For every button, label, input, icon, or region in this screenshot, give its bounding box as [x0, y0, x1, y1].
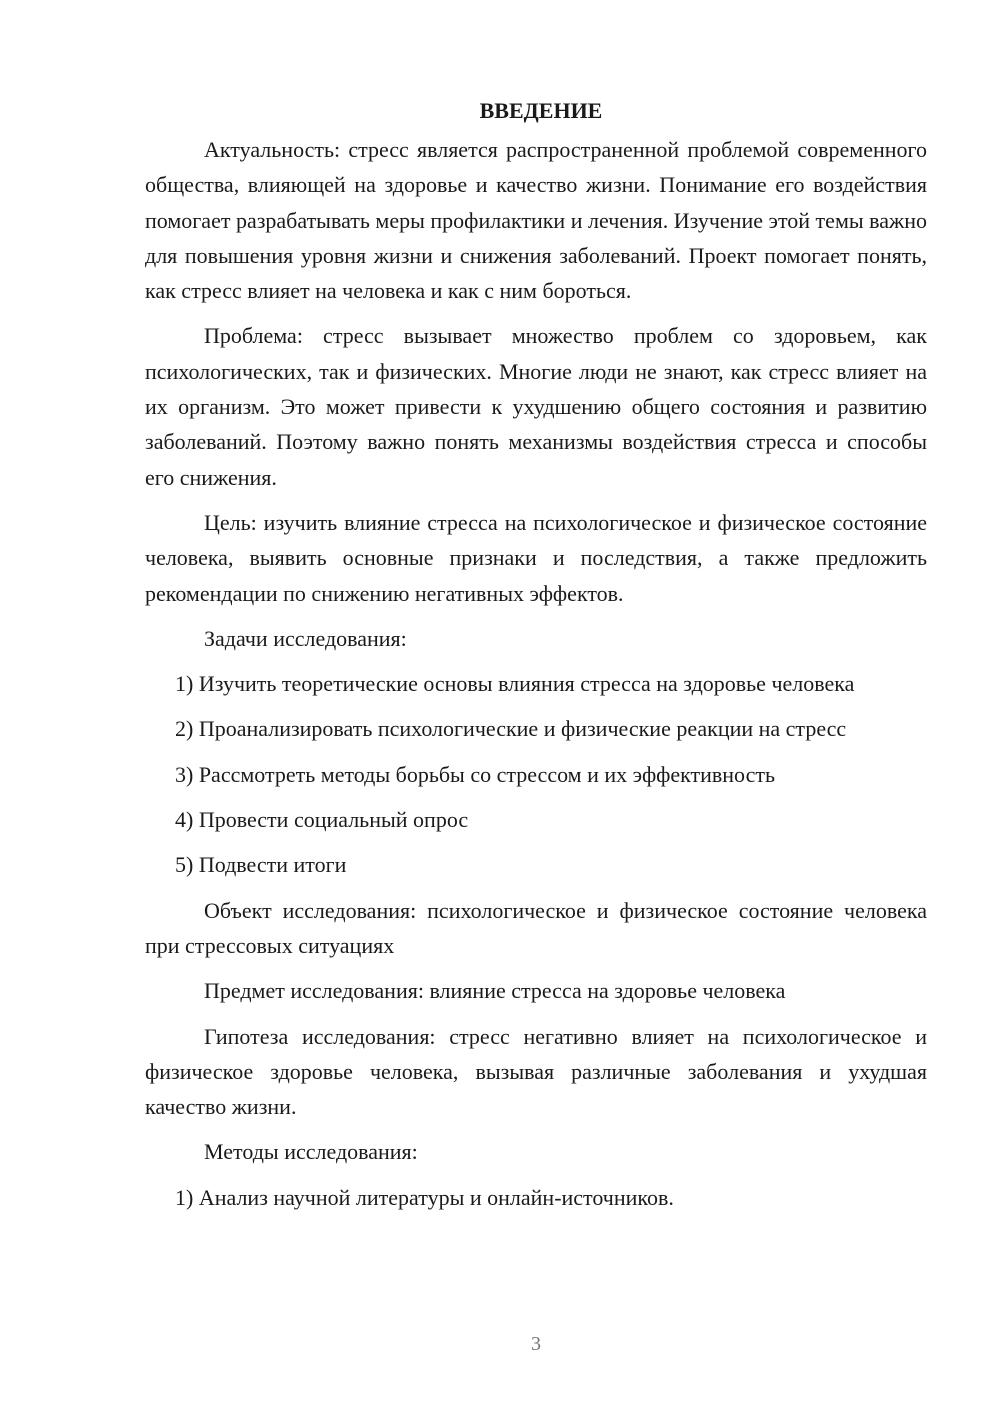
- tasks-heading: Задачи исследования:: [204, 625, 407, 651]
- section-title: ВВЕДЕНИЕ: [479, 98, 603, 123]
- object-paragraph: Объект исследования: психологическое и физическое состояние человека при стрессовых ситуациях: [145, 897, 927, 958]
- problem-paragraph: Проблема: стресс вызывает множество проблем со здоровьем, как психологических, так и физических. Многие люди не знают, как стресс влияет на их организм. Это может привести к ухудшению общего состояния и развитию заболеваний. Поэтому важно понять механизмы воздействия стресса и способы его снижения.: [145, 323, 927, 490]
- task-item-2: 2) Проанализировать психологические и физические реакции на стресс: [175, 716, 847, 742]
- method-item-1: 1) Анализ научной литературы и онлайн-источников.: [175, 1184, 674, 1210]
- page-number: 3: [531, 1333, 541, 1355]
- subject-paragraph: Предмет исследования: влияние стресса на здоровье человека: [204, 978, 786, 1004]
- hypothesis-paragraph: Гипотеза исследования: стресс негативно влияет на психологическое и физическое здоровье человека, вызывая различные заболевания и ухудшая качество жизни.: [145, 1023, 927, 1120]
- methods-heading: Методы исследования:: [204, 1139, 418, 1165]
- goal-paragraph: Цель: изучить влияние стресса на психологическое и физическое состояние человека, выявить основные признаки и последствия, а также предложить рекомендации по снижению негативных эффектов.: [145, 509, 927, 606]
- task-item-4: 4) Провести социальный опрос: [175, 807, 469, 833]
- task-item-1: 1) Изучить теоретические основы влияния стресса на здоровье человека: [175, 671, 855, 697]
- task-item-3: 3) Рассмотреть методы борьбы со стрессом и их эффективность: [175, 761, 776, 787]
- task-item-5: 5) Подвести итоги: [175, 852, 347, 878]
- relevance-paragraph: Актуальность: стресс является распространенной проблемой современного общества, влияющей на здоровье и качество жизни. Понимание его воздействия помогает разрабатывать меры профилактики и лечения. Изучение этой темы важно для повышения уровня жизни и снижения заболеваний. Проект помогает понять, как стресс влияет на человека и как с ним бороться.: [145, 137, 927, 304]
